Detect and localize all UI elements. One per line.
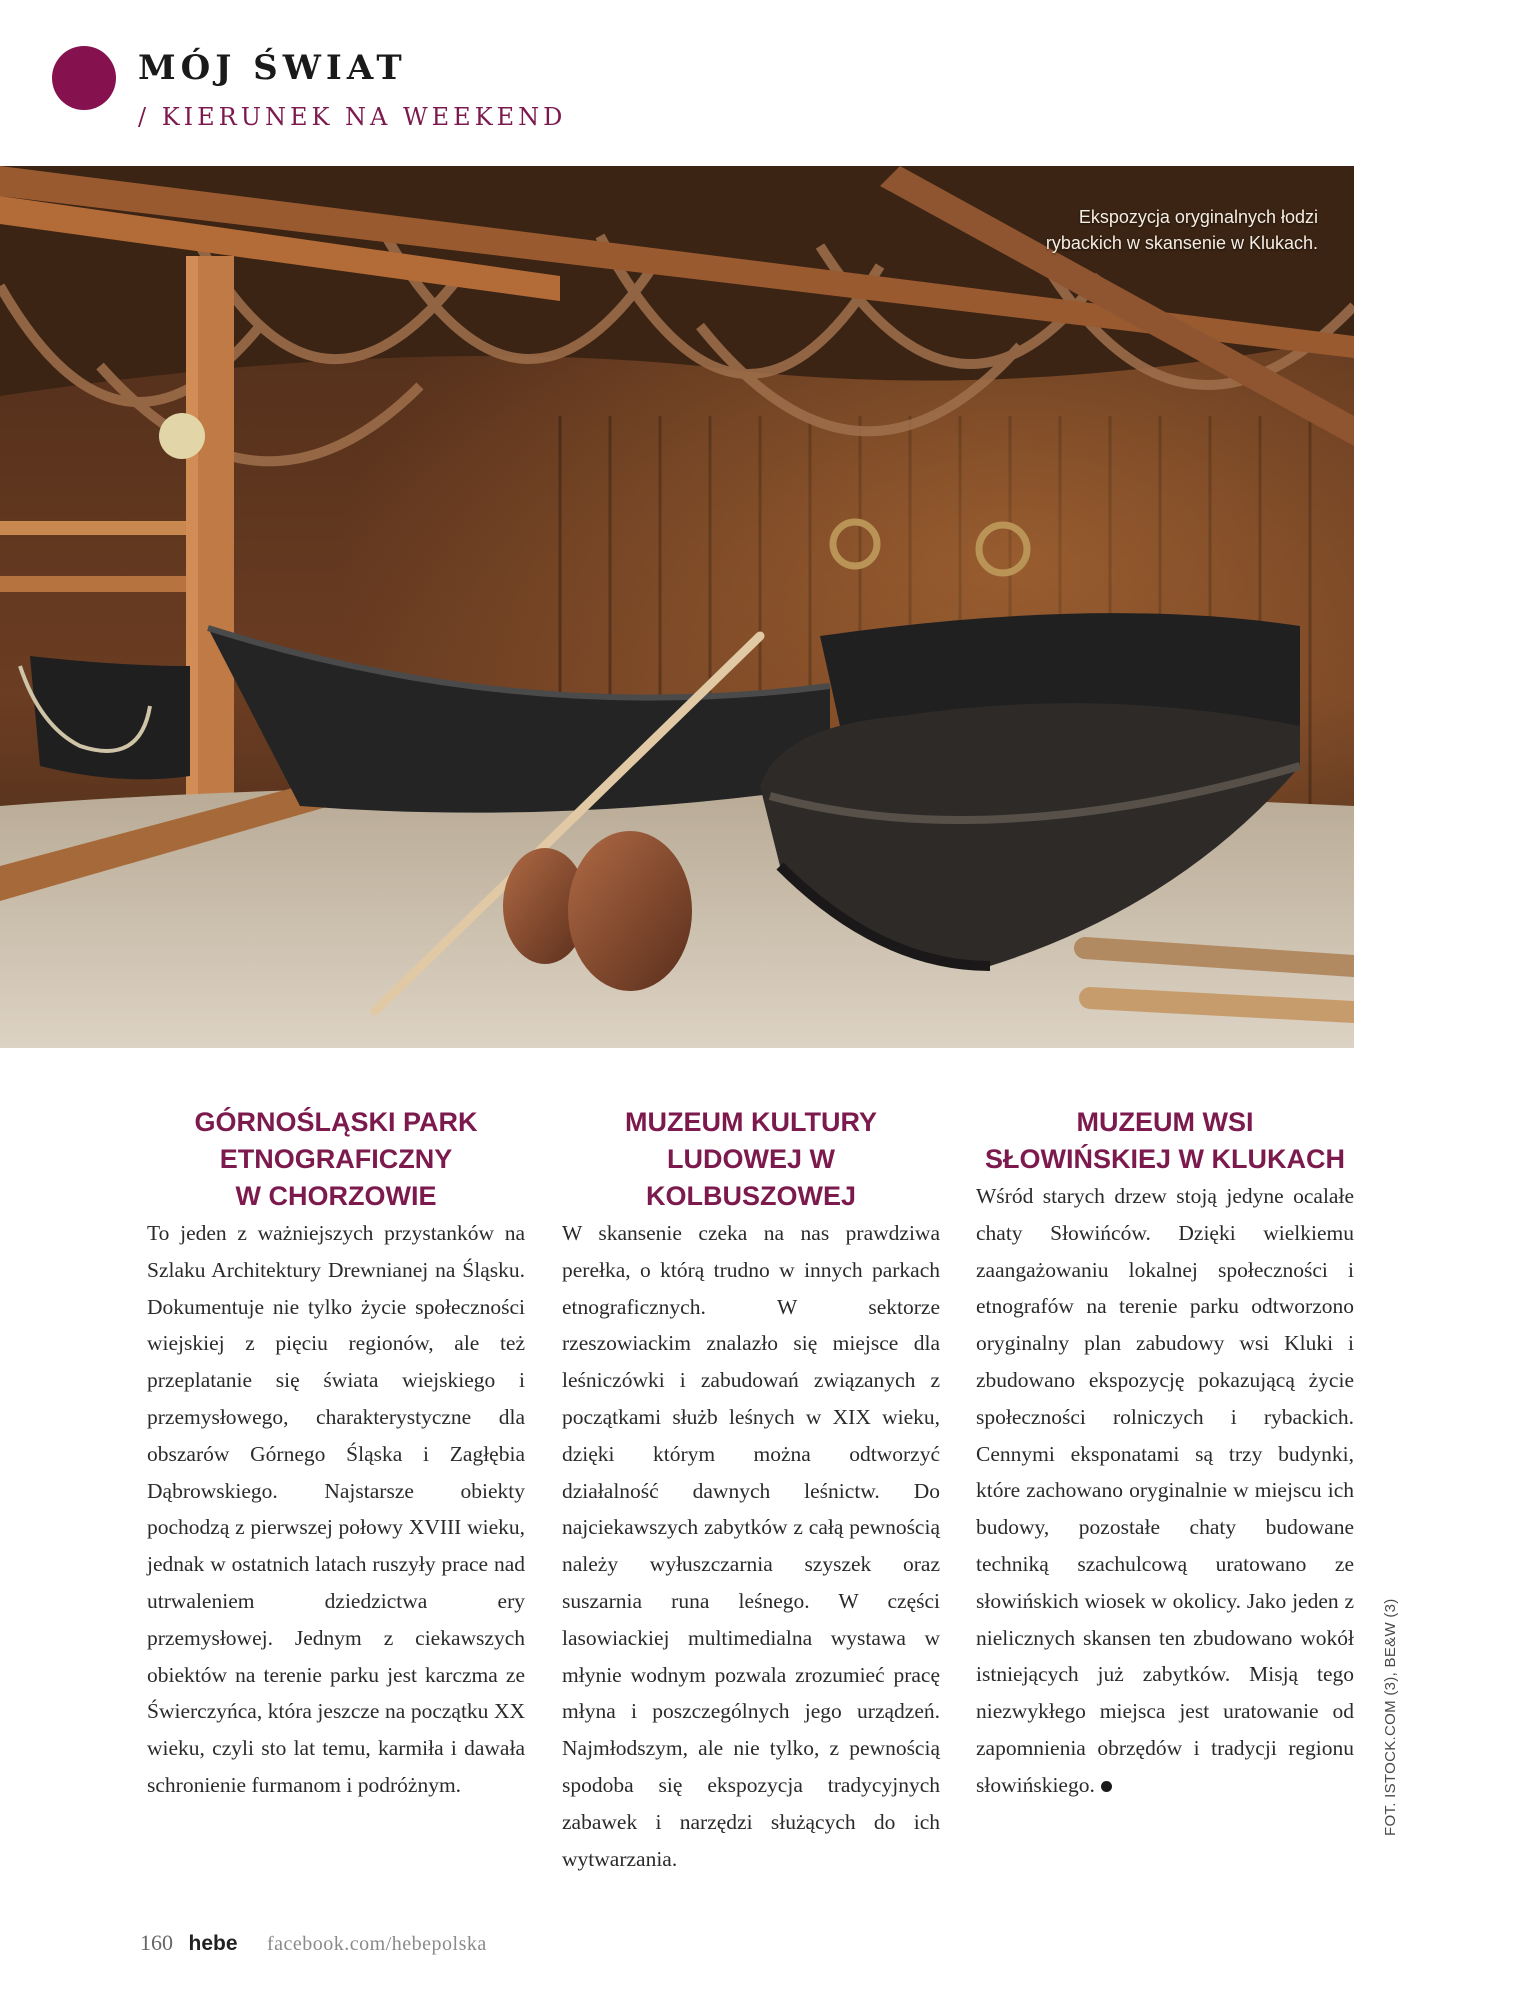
heading-line: W CHORZOWIE bbox=[235, 1181, 437, 1211]
article-column-kluki bbox=[976, 1104, 1354, 1804]
heading-line: MUZEUM KULTURY bbox=[625, 1107, 877, 1137]
footer-url: facebook.com/hebepolska bbox=[267, 1933, 487, 1955]
boats-photo bbox=[0, 166, 1354, 1048]
page-number: 160 bbox=[140, 1930, 173, 1955]
section-title: MÓJ ŚWIAT bbox=[138, 48, 407, 88]
heading-line: MUZEUM WSI bbox=[1076, 1107, 1254, 1137]
column-body-wrapper bbox=[976, 1178, 1354, 1804]
boats-photo-illustration bbox=[0, 166, 1354, 1048]
page-footer bbox=[140, 1930, 487, 1956]
photo-credit: FOT. ISTOCK.COM (3), BE&W (3) bbox=[1382, 1598, 1399, 1836]
article-column-kolbuszowa bbox=[562, 1104, 940, 1877]
column-heading bbox=[147, 1104, 525, 1215]
heading-line: GÓRNOŚLĄSKI PARK bbox=[194, 1107, 478, 1137]
caption-line: rybackich w skansenie w Klukach. bbox=[1045, 233, 1318, 253]
heading-line: SŁOWIŃSKIEJ W KLUKACH bbox=[985, 1144, 1345, 1174]
caption-line: Ekspozycja oryginalnych łodzi bbox=[1078, 207, 1318, 227]
end-of-article-dot bbox=[1101, 1781, 1112, 1792]
photo-caption bbox=[1046, 204, 1318, 256]
column-body: To jeden z ważniejszych przystanków na Szlaku Architektury Drewnianej na Śląsku. Dokumentuje nie tylko życie społeczności wiejskiej z pięciu regionów, ale też przeplatanie się świata wiejskiego i przemysłowego, charakterystyczne dla obszarów Górnego Śląska i Zagłębia Dąbrowskiego. Najstarsze obiekty pochodzą z pierwszej połowy XVIII wieku, jednak w ostatnich latach ruszyły prace nad utrwaleniem dziedzictwa ery przemysłowej. Jednym z ciekawszych obiektów na terenie parku jest karczma ze Świerczyńca, która jeszcze na początku XX wieku, czyli sto lat temu, karmiła i dawała schronienie furmanom i podróżnym. bbox=[147, 1221, 525, 1797]
column-heading bbox=[562, 1104, 940, 1215]
column-body: W skansenie czeka na nas prawdziwa perełka, o którą trudno w innych parkach etnograficznych. W sektorze rzeszowiackim znalazło się miejsce dla leśniczówki i zabudowań związanych z początkami służb leśnych w XIX wieku, dzięki którym można odtworzyć działalność dawnych leśnictw. Do najciekawszych zabytków z całą pewnością należy wyłuszczarnia szyszek oraz suszarnia runa leśnego. W części lasowiackiej multimedialna wystawa w młynie wodnym pozwala zrozumieć pracę młyna i poszczególnych jego urządzeń. Najmłodszym, ale nie tylko, z pewnością spodoba się ekspozycja tradycyjnych zabawek i narzędzi służących do ich wytwarzania. bbox=[562, 1221, 940, 1871]
column-body: Wśród starych drzew stoją jedyne ocalałe chaty Słowińców. Dzięki wielkiemu zaangażowaniu lokalnej społeczności i etnografów na terenie parku odtworzono oryginalny plan zabudowy wsi Kluki i zbudowano ekspozycję pokazującą życie społeczności rolniczych i rybackich. Cennymi eksponatami są trzy budynki, które zachowano oryginalnie w miejscu ich budowy, pozostałe chaty budowane techniką szachulcową uratowano ze słowińskich wiosek w okolicy. Jako jeden z nielicznych skansen ten zbudowano wokół istniejących już zabytków. Misją tego niezwykłego miejsca jest uratowanie od zapomnienia obrzędów i tradycji regionu słowińskiego. bbox=[976, 1184, 1354, 1797]
column-heading bbox=[976, 1104, 1354, 1178]
section-subtitle: / KIERUNEK NA WEEKEND bbox=[138, 103, 567, 131]
heading-line: ETNOGRAFICZNY bbox=[219, 1144, 453, 1174]
article-column-chorzow bbox=[147, 1104, 525, 1804]
heading-line: LUDOWEJ W KOLBUSZOWEJ bbox=[645, 1144, 856, 1211]
section-marker-circle bbox=[52, 46, 116, 110]
magazine-logo: hebe bbox=[188, 1932, 238, 1955]
